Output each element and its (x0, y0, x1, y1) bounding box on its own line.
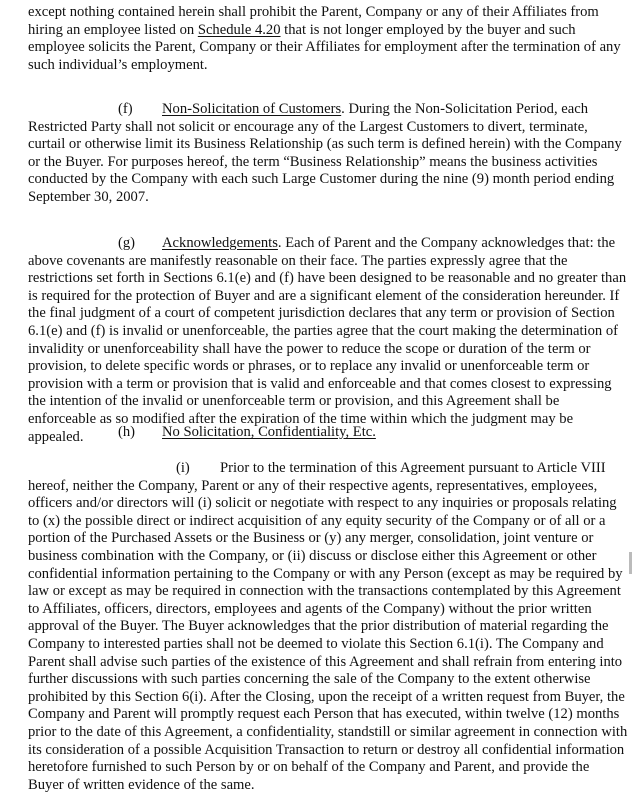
section-g-paragraph (28, 235, 628, 446)
section-g-label: (g) (118, 235, 136, 251)
section-h-i-paragraph (28, 460, 628, 794)
section-h-i-label: (i) (176, 460, 190, 476)
section-h-heading-line (28, 424, 628, 442)
section-f-body: . During the Non-Solicitation Period, each Restricted Party shall not solicit or encourage any of the Largest Customers to divert, terminate, curtail or otherwise limit its Business Relationship (as such term is defined herein) with the Company or the Buyer. For purposes hereof, the term “Business Relationship” means the business activities conducted by the Company with each such Large Customer during the nine (9) month period ending September 30, 2007. (28, 101, 622, 205)
section-h-label: (h) (118, 424, 136, 440)
carryover-paragraph (28, 4, 628, 74)
section-f-paragraph (28, 101, 628, 207)
section-h-heading: No Solicitation, Confidentiality, Etc. (162, 424, 376, 440)
scan-margin-mark (629, 552, 632, 574)
section-f-heading: Non-Solicitation of Customers (162, 101, 342, 117)
carryover-text-after: that is not longer employed by the buyer and such employee solicits the Parent, Company or their Affiliates for employment after the termination of any such individual’s employment. (28, 21, 621, 73)
section-h-i-body: Prior to the termination of this Agreement pursuant to Article VIII hereof, neither the Company, Parent or any of their respective agents, representatives, employees, officers and/or directors will (i) solicit or negotiate with respect to any inquiries or proposals relating to (x) the possible direct or indirect acquisition of any equity security of the Company or of all or a portion of the Purchased Assets or the Business or (y) any merger, consolidation, joint venture or business combination with the Company, or (ii) discuss or disclose either this Agreement or other confidential information pertaining to the Company or with any Person (except as may be required by law or except as may be required in connection with the transactions contemplated by this Agreement to Affiliates, officers, directors, employees and agents of the Company) without the prior written approval of the Buyer. The Buyer acknowledges that the prior distribution of material regarding the Company to interested parties shall not be deemed to violate this Section 6.1(i). The Company and Parent shall advise such parties of the existence of this Agreement and shall refrain from entering into further discussions with such parties concerning the sale of the Company to the extent otherwise prohibited by this Section 6(i). After the Closing, upon the receipt of a written request from Buyer, the Company and Parent will promptly request each Person that has executed, within twelve (12) months prior to the date of this Agreement, a confidentiality, standstill or similar agreement in connection with its consideration of a possible Acquisition Transaction to return or destroy all confidential information heretofore furnished to such Person by or on behalf of the Company and Parent, and provide the Buyer of written evidence of the same. (28, 460, 628, 793)
carryover-text-before: except nothing contained herein shall prohibit the Parent, Company or any of their Affiliates from hiring an employee listed on (28, 4, 599, 38)
schedule-reference: Schedule 4.20 (197, 21, 281, 38)
section-g-body: . Each of Parent and the Company acknowledges that: the above covenants are manifestly reasonable on their face. The parties expressly agree that the restrictions set forth in Sections 6.1(e) and (f) have been designed to be reasonable and no greater than is required for the protection of Buyer and are a significant element of the consideration hereunder. If the final judgment of a court of competent jurisdiction declares that any term or provision of Section 6.1(e) and (f) is invalid or unenforceable, the parties agree that the court making the determination of invalidity or unenforceability shall have the power to reduce the scope or duration of the term or provision, to delete specific words or phrases, or to replace any invalid or unenforceable term or provision with a term or provision that is valid and enforceable and that comes closest to expressing the intention of the invalid or unenforceable term or provision, and this Agreement shall be enforceable as so modified after the expiration of the time within which the judgment may be appealed. (28, 235, 627, 445)
section-f-label: (f) (118, 101, 133, 117)
section-g-heading: Acknowledgements (162, 235, 278, 251)
